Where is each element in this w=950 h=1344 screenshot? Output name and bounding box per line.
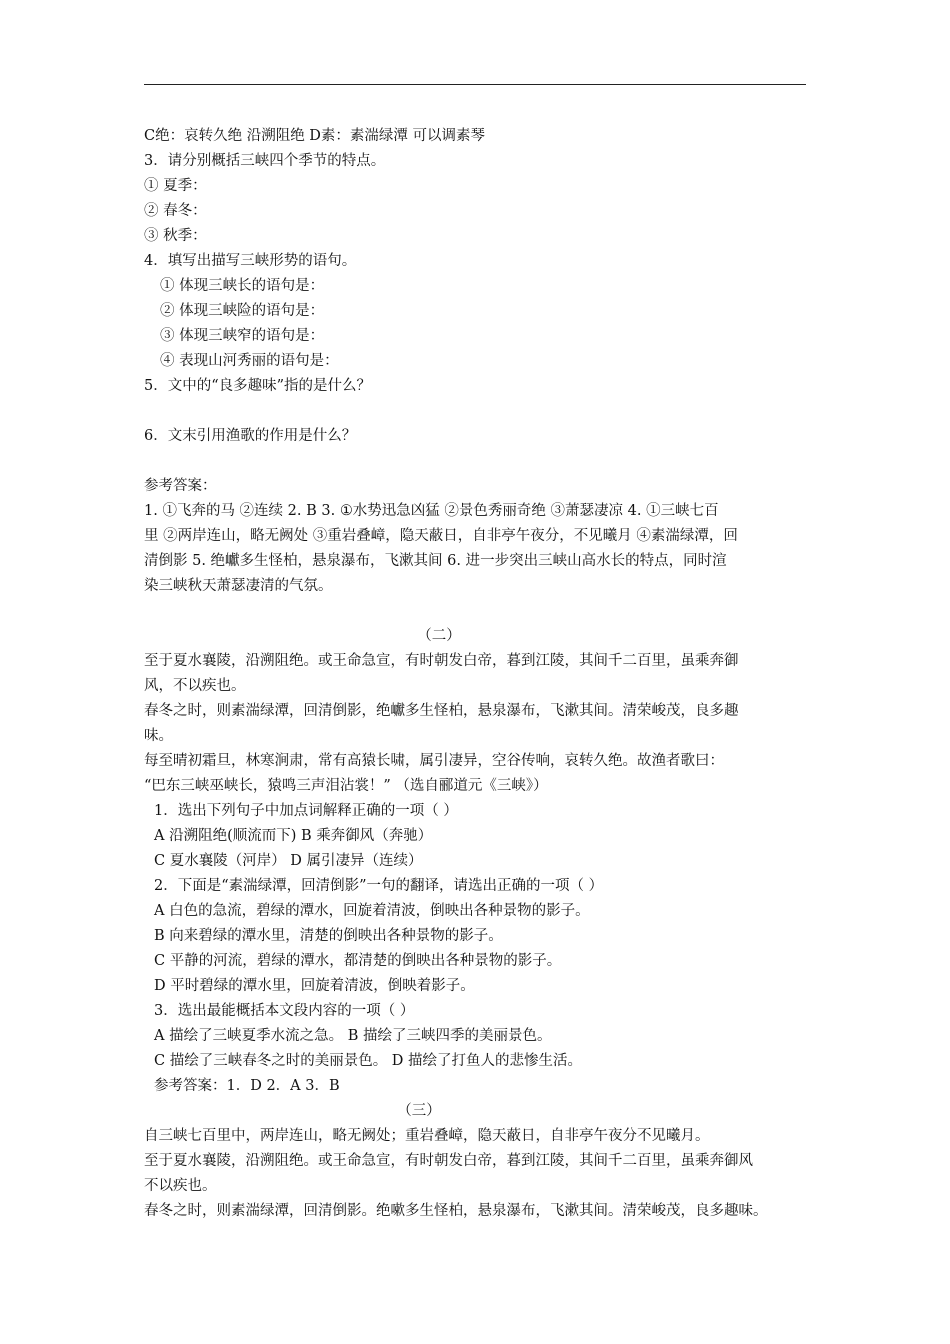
question-4: 4．填写出描写三峡形势的语句。	[144, 253, 357, 269]
s2-question-2: 2．下面是“素湍绿潭，回清倒影”一句的翻译，请选出正确的一项（ ）	[154, 878, 604, 894]
section-2-heading: （二）	[417, 628, 461, 644]
passage-3-line-3: 不以疾也。	[144, 1178, 217, 1194]
s2-q2-option-a: A 白色的急流，碧绿的潭水，回旋着清波，倒映出各种景物的影子。	[154, 903, 590, 919]
s2-answer-key: 参考答案：1．D 2．A 3．B	[154, 1078, 340, 1094]
answer-key-line-1: 1. ①飞奔的马 ②连续 2. B 3. ①水势迅急凶猛 ②景色秀丽奇绝 ③萧瑟凄凉 4. ①三峡七百	[144, 503, 719, 519]
options-line-cd: C绝：哀转久绝 沿溯阻绝 D素：素湍绿潭 可以调素琴	[144, 128, 486, 144]
answer-key-heading: 参考答案：	[144, 478, 217, 494]
question-5: 5．文中的“良多趣味”指的是什么？	[144, 378, 372, 394]
s2-q3-options-ab: A 描绘了三峡夏季水流之急。 B 描绘了三峡四季的美丽景色。	[154, 1028, 552, 1044]
question-6: 6．文末引用渔歌的作用是什么？	[144, 428, 357, 444]
s2-question-1: 1．选出下列句子中加点词解释正确的一项（ ）	[154, 803, 458, 819]
s2-q2-option-d: D 平时碧绿的潭水里，回旋着清波，倒映着影子。	[154, 978, 475, 994]
header-rule	[144, 84, 806, 85]
s2-q2-option-b: B 向来碧绿的潭水里，清楚的倒映出各种景物的影子。	[154, 928, 503, 944]
s2-q1-options-cd: C 夏水襄陵（河岸） D 属引凄异（连续）	[154, 853, 423, 869]
passage-2-line-6: “巴东三峡巫峡长，猿鸣三声泪沾裳！” （选自郦道元《三峡》）	[144, 778, 548, 794]
passage-2-line-5: 每至晴初霜旦，林寒涧肃，常有高猿长啸，属引凄异，空谷传响，哀转久绝。故渔者歌曰：	[144, 753, 724, 769]
s2-q3-options-cd: C 描绘了三峡春冬之时的美丽景色。 D 描绘了打鱼人的悲惨生活。	[154, 1053, 583, 1069]
passage-2-line-1: 至于夏水襄陵，沿溯阻绝。或王命急宣，有时朝发白帝，暮到江陵，其间千二百里，虽乘奔御	[144, 653, 739, 669]
s2-q2-option-c: C 平静的河流，碧绿的潭水，都清楚的倒映出各种景物的影子。	[154, 953, 562, 969]
q4-item-1: ① 体现三峡长的语句是：	[160, 278, 325, 294]
passage-2-line-3: 春冬之时，则素湍绿潭，回清倒影，绝巘多生怪柏，悬泉瀑布，飞漱其间。清荣峻茂，良多趣	[144, 703, 739, 719]
q4-item-4: ④ 表现山河秀丽的语句是：	[160, 353, 339, 369]
passage-2-line-4: 味。	[144, 728, 173, 744]
passage-3-line-4: 春冬之时，则素湍绿潭，回清倒影。绝嗽多生怪柏，悬泉瀑布，飞漱其间。清荣峻茂，良多趣味。	[144, 1203, 768, 1219]
q4-item-2: ② 体现三峡险的语句是：	[160, 303, 325, 319]
s2-q1-options-ab: A 沿溯阻绝(顺流而下) B 乘奔御风（奔驰）	[154, 828, 433, 844]
section-3-heading: （三）	[397, 1103, 441, 1119]
passage-2-line-2: 风，不以疾也。	[144, 678, 246, 694]
answer-key-line-4: 染三峡秋天萧瑟凄清的气氛。	[144, 578, 333, 594]
answer-key-line-2: 里 ②两岸连山，略无阙处 ③重岩叠嶂，隐天蔽日，自非亭午夜分，不见曦月 ④素湍绿潭，回	[144, 528, 738, 544]
question-3: 3．请分别概括三峡四个季节的特点。	[144, 153, 386, 169]
passage-3-line-1: 自三峡七百里中，两岸连山，略无阙处；重岩叠嶂，隐天蔽日，自非亭午夜分不见曦月。	[144, 1128, 710, 1144]
answer-summer: ① 夏季：	[144, 178, 207, 194]
q4-item-3: ③ 体现三峡窄的语句是：	[160, 328, 325, 344]
answer-key-line-3: 清倒影 5. 绝巘多生怪柏，悬泉瀑布，飞漱其间 6. 进一步突出三峡山高水长的特点，同时渲	[144, 553, 727, 569]
answer-spring-winter: ② 春冬：	[144, 203, 207, 219]
passage-3-line-2: 至于夏水襄陵，沿溯阻绝。或王命急宣，有时朝发白帝，暮到江陵，其间千二百里，虽乘奔御风	[144, 1153, 753, 1169]
answer-autumn: ③ 秋季：	[144, 228, 207, 244]
s2-question-3: 3．选出最能概括本文段内容的一项（ ）	[154, 1003, 415, 1019]
